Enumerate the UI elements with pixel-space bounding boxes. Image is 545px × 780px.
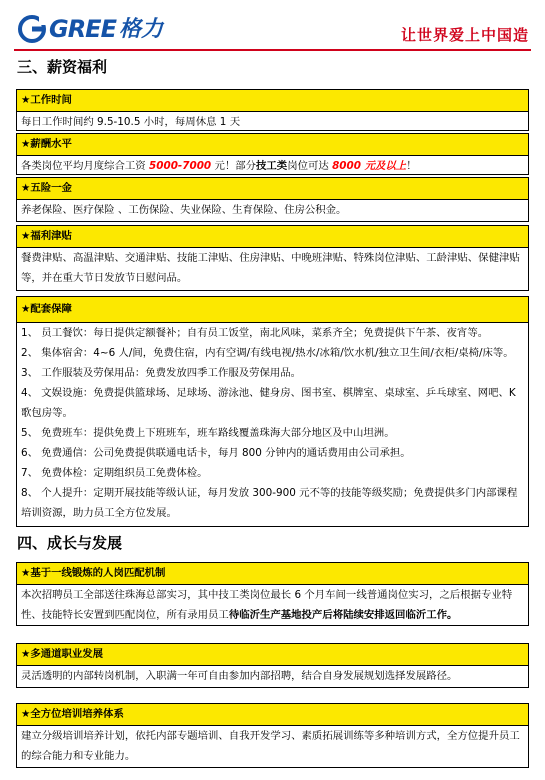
- gree-logo: [17, 14, 163, 44]
- list-item: 7、 免费体检：定期组织员工免费体检。: [21, 467, 208, 479]
- support-list: [17, 323, 528, 523]
- career-text: 灵活透明的内部转岗机制，入职满一年可自由参加内部招聘，结合自身发展规划选择发展路径。: [21, 670, 458, 682]
- frontline-title: ★基于一线锻炼的人岗匹配机制: [17, 563, 528, 585]
- work-time-text: 每日工作时间约 9.5-10.5 小时，每周休息 1 天: [21, 116, 241, 128]
- list-item: 5、 免费班车：提供免费上下班班车，班车路线覆盖珠海大部分地区及中山坦洲。: [21, 427, 395, 439]
- frontline-text: [17, 585, 528, 625]
- salary-text-c: 岗位可达: [287, 160, 333, 172]
- allowance-title: ★福利津贴: [17, 226, 528, 248]
- frontline-box: [16, 562, 529, 626]
- page-header: [0, 0, 545, 52]
- insurance-title: ★五险一金: [17, 178, 528, 200]
- salary-text-d: ！: [406, 160, 417, 172]
- work-time-box: [16, 89, 529, 131]
- training-box: [16, 703, 529, 768]
- list-item: 3、 工作服装及劳保用品：免费发放四季工作服及劳保用品。: [21, 367, 302, 379]
- salary-text-a: 各类岗位平均月度综合工资: [21, 160, 149, 172]
- insurance-box: [16, 177, 529, 222]
- salary-tech-label: 技工类: [256, 160, 288, 172]
- list-item: 6、 免费通信：公司免费提供联通电话卡，每月 800 分钟内的通话费用由公司承担。: [21, 447, 411, 459]
- salary-amount-high: 8000 元及以上: [332, 160, 407, 172]
- salary-text: [17, 156, 528, 176]
- insurance-text: 养老保险、医疗保险 、工伤保险、失业保险、生育保险、住房公积金。: [21, 204, 347, 216]
- list-item: 4、 文娱设施：免费提供篮球场、足球场、游泳池、健身房、图书室、棋牌室、桌球室、乒乓球室、网吧、K 歌包房等。: [21, 387, 516, 419]
- logo-wordmark: GREE: [49, 15, 116, 43]
- training-title: ★全方位培训培养体系: [17, 704, 528, 726]
- allowance-text: 餐费津贴、高温津贴、交通津贴、技能工津贴、住房津贴、中晚班津贴、特殊岗位津贴、工龄津贴、保健津贴等，并在重大节日发放节日慰问品。: [21, 252, 520, 284]
- list-item: 8、 个人提升：定期开展技能等级认证，每月发放 300-900 元不等的技能等级奖励；免费提供多门内部课程培训资源，助力员工全方位发展。: [21, 487, 518, 519]
- header-divider: [14, 49, 531, 51]
- career-title: ★多通道职业发展: [17, 644, 528, 666]
- list-item: 1、 员工餐饮：每日提供定额餐补；自有员工饭堂，南北风味，菜系齐全；免费提供下午茶、夜宵等。: [21, 327, 489, 339]
- frontline-text-bold: 待临沂生产基地投产后将陆续安排返回临沂工作。: [228, 609, 458, 621]
- list-item: 2、 集体宿舍：4~6 人/间，免费住宿，内有空调/有线电视/热水/冰箱/饮水机/独立卫生间/衣柜/桌椅/床等。: [21, 347, 514, 359]
- work-time-title: ★工作时间: [17, 90, 528, 112]
- career-box: [16, 643, 529, 688]
- section-title-welfare: 三、薪资福利: [17, 58, 108, 76]
- logo-script: 格力: [118, 16, 163, 42]
- gree-logo-icon: [17, 14, 47, 44]
- frontline-text-a: 本次招聘员工全部送往珠海总部实习，其中技工类岗位最长 6 个月车间一线普通岗位实习，之后根据专业特性、技能特长安置到匹配岗位，所有录用员工: [21, 589, 513, 621]
- slogan: 让世界爱上中国造: [400, 26, 529, 44]
- salary-title: ★薪酬水平: [17, 134, 528, 156]
- training-text: 建立分级培训培养计划，依托内部专题培训、自我开发学习、素质拓展训练等多种培训方式，全方位提升员工的综合能力和专业能力。: [21, 730, 520, 762]
- salary-amount-range: 5000-7000: [149, 160, 212, 172]
- salary-box: [16, 133, 529, 175]
- support-title: ★配套保障: [17, 297, 528, 323]
- section-title-growth: 四、成长与发展: [17, 534, 123, 552]
- allowance-box: [16, 225, 529, 291]
- salary-text-b: 元！部分: [211, 160, 257, 172]
- support-box: [16, 296, 529, 527]
